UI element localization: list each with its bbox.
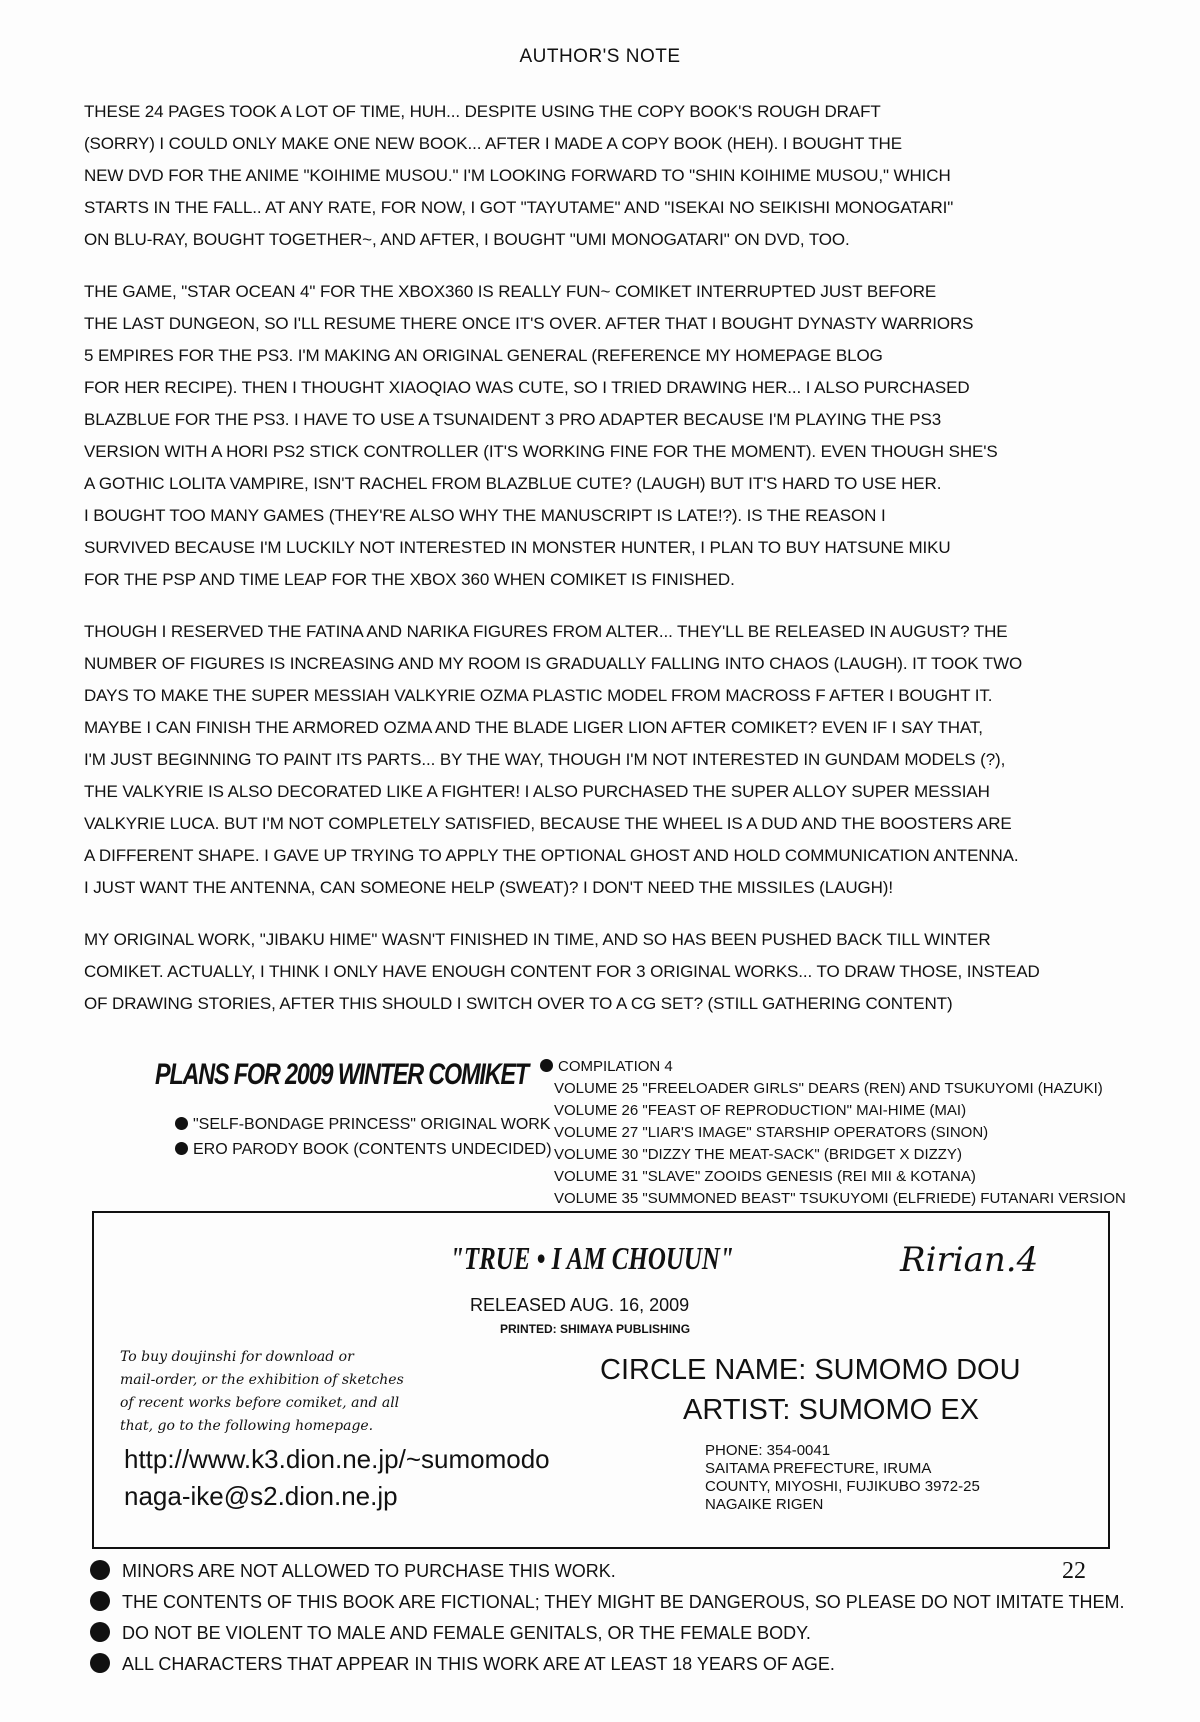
text-line: FOR THE PSP AND TIME LEAP FOR THE XBOX 360 WHEN COMIKET IS FINISHED. <box>84 570 735 589</box>
bullet-icon <box>540 1059 553 1072</box>
address-line: NAGAIKE RIGEN <box>705 1496 824 1513</box>
text-line: MAYBE I CAN FINISH THE ARMORED OZMA AND THE BLADE LIGER LION AFTER COMIKET? EVEN IF I SAY THAT, <box>84 718 983 737</box>
bullet-icon <box>90 1653 110 1673</box>
compilation-list <box>540 1056 1126 1210</box>
text-line: I BOUGHT TOO MANY GAMES (THEY'RE ALSO WHY THE MANUSCRIPT IS LATE!?). IS THE REASON I <box>84 506 886 525</box>
paragraph <box>84 616 1094 904</box>
author-signature: Ririan.4 <box>900 1240 1039 1280</box>
address-line: PHONE: 354-0041 <box>705 1442 831 1459</box>
text-line: A GOTHIC LOLITA VAMPIRE, ISN'T RACHEL FROM BLAZBLUE CUTE? (LAUGH) BUT IT'S HARD TO USE HER. <box>84 474 942 493</box>
note-line: of recent works before comiket, and all <box>120 1395 400 1411</box>
printer: PRINTED: SHIMAYA PUBLISHING <box>500 1322 691 1336</box>
text-line: BLAZBLUE FOR THE PS3. I HAVE TO USE A TSUNAIDENT 3 PRO ADAPTER BECAUSE I'M PLAYING THE PS3 <box>84 410 942 429</box>
text-line: OF DRAWING STORIES, AFTER THIS SHOULD I SWITCH OVER TO A CG SET? (STILL GATHERING CONTENT) <box>84 994 953 1013</box>
homepage-url: http://www.k3.dion.ne.jp/~sumomodo <box>124 1444 550 1474</box>
homepage-note <box>120 1346 480 1438</box>
list-item <box>90 1587 1125 1618</box>
list-item <box>90 1618 1125 1649</box>
warning-text: MINORS ARE NOT ALLOWED TO PURCHASE THIS WORK. <box>122 1561 616 1581</box>
text-line: NEW DVD FOR THE ANIME "KOIHIME MUSOU." I'M LOOKING FORWARD TO "SHIN KOIHIME MUSOU," WHICH <box>84 166 951 185</box>
list-item <box>175 1112 552 1137</box>
page-title: AUTHOR'S NOTE <box>519 46 681 67</box>
text-line: NUMBER OF FIGURES IS INCREASING AND MY ROOM IS GRADUALLY FALLING INTO CHAOS (LAUGH). IT TOOK TWO <box>84 654 1023 673</box>
email-address: naga-ike@s2.dion.ne.jp <box>124 1481 398 1511</box>
list-item <box>175 1137 552 1162</box>
text-line: (SORRY) I COULD ONLY MAKE ONE NEW BOOK... AFTER I MADE A COPY BOOK (HEH). I BOUGHT THE <box>84 134 902 153</box>
artist-name: ARTIST: SUMOMO EX <box>683 1394 979 1426</box>
warnings-list <box>90 1556 1125 1680</box>
plans-list <box>175 1112 552 1162</box>
text-line: I'M JUST BEGINNING TO PAINT ITS PARTS... BY THE WAY, THOUGH I'M NOT INTERESTED IN GUNDAM MODELS (?), <box>84 750 1006 769</box>
list-item: VOLUME 25 "FREELOADER GIRLS" DEARS (REN) AND TSUKUYOMI (HAZUKI) <box>554 1080 1103 1097</box>
text-line: THESE 24 PAGES TOOK A LOT OF TIME, HUH... DESPITE USING THE COPY BOOK'S ROUGH DRAFT <box>84 102 881 121</box>
plan-item: ERO PARODY BOOK (CONTENTS UNDECIDED) <box>193 1141 552 1158</box>
plan-item: "SELF-BONDAGE PRINCESS" ORIGINAL WORK <box>193 1116 551 1133</box>
compilation-heading-text: COMPILATION 4 <box>558 1058 673 1075</box>
plans-heading: PLANS FOR 2009 WINTER COMIKET <box>155 1058 529 1091</box>
paragraph <box>84 276 1094 596</box>
text-line: THE LAST DUNGEON, SO I'LL RESUME THERE ONCE IT'S OVER. AFTER THAT I BOUGHT DYNASTY WARRIORS <box>84 314 974 333</box>
text-line: A DIFFERENT SHAPE. I GAVE UP TRYING TO APPLY THE OPTIONAL GHOST AND HOLD COMMUNICATION ANTENNA. <box>84 846 1019 865</box>
text-line: VERSION WITH A HORI PS2 STICK CONTROLLER (IT'S WORKING FINE FOR THE MOMENT). EVEN THOUGH SHE'S <box>84 442 998 461</box>
bullet-icon <box>175 1117 188 1130</box>
note-line: that, go to the following homepage. <box>120 1418 374 1434</box>
warning-text: THE CONTENTS OF THIS BOOK ARE FICTIONAL; THEY MIGHT BE DANGEROUS, SO PLEASE DO NOT IMITATE THEM. <box>122 1592 1125 1612</box>
text-line: ON BLU-RAY, BOUGHT TOGETHER~, AND AFTER, I BOUGHT "UMI MONOGATARI" ON DVD, TOO. <box>84 230 850 249</box>
text-line: I JUST WANT THE ANTENNA, CAN SOMEONE HELP (SWEAT)? I DON'T NEED THE MISSILES (LAUGH)! <box>84 878 893 897</box>
text-line: SURVIVED BECAUSE I'M LUCKILY NOT INTERESTED IN MONSTER HUNTER, I PLAN TO BUY HATSUNE MIKU <box>84 538 951 557</box>
text-line: THE GAME, "STAR OCEAN 4" FOR THE XBOX360 IS REALLY FUN~ COMIKET INTERRUPTED JUST BEFORE <box>84 282 937 301</box>
bullet-icon <box>90 1622 110 1642</box>
list-item: VOLUME 27 "LIAR'S IMAGE" STARSHIP OPERATORS (SINON) <box>554 1124 989 1141</box>
paragraph <box>84 924 1094 1020</box>
bullet-icon <box>90 1560 110 1580</box>
warning-text: DO NOT BE VIOLENT TO MALE AND FEMALE GENITALS, OR THE FEMALE BODY. <box>122 1623 811 1643</box>
text-line: COMIKET. ACTUALLY, I THINK I ONLY HAVE ENOUGH CONTENT FOR 3 ORIGINAL WORKS... TO DRAW THOSE, INSTEAD <box>84 962 1040 981</box>
book-title: "TRUE • I AM CHOUUN" <box>450 1240 734 1276</box>
paragraph <box>84 96 1094 256</box>
text-line: FOR HER RECIPE). THEN I THOUGHT XIAOQIAO WAS CUTE, SO I TRIED DRAWING HER... I ALSO PURCHASED <box>84 378 970 397</box>
text-line: DAYS TO MAKE THE SUPER MESSIAH VALKYRIE OZMA PLASTIC MODEL FROM MACROSS F AFTER I BOUGHT IT. <box>84 686 993 705</box>
list-item: VOLUME 30 "DIZZY THE MEAT-SACK" (BRIDGET X DIZZY) <box>554 1146 962 1163</box>
text-line: STARTS IN THE FALL.. AT ANY RATE, FOR NOW, I GOT "TAYUTAME" AND "ISEKAI NO SEIKISHI MONOGATARI" <box>84 198 954 217</box>
postal-address <box>705 1442 980 1514</box>
note-line: To buy doujinshi for download or <box>120 1349 354 1365</box>
bullet-icon <box>90 1591 110 1611</box>
text-line: THOUGH I RESERVED THE FATINA AND NARIKA FIGURES FROM ALTER... THEY'LL BE RELEASED IN AUGUST? THE <box>84 622 1008 641</box>
list-item <box>90 1556 1125 1587</box>
circle-name: CIRCLE NAME: SUMOMO DOU <box>600 1354 1021 1386</box>
text-line: VALKYRIE LUCA. BUT I'M NOT COMPLETELY SATISFIED, BECAUSE THE WHEEL IS A DUD AND THE BOOSTERS ARE <box>84 814 1012 833</box>
list-item <box>90 1649 1125 1680</box>
note-line: mail-order, or the exhibition of sketches <box>120 1372 404 1388</box>
text-line: MY ORIGINAL WORK, "JIBAKU HIME" WASN'T FINISHED IN TIME, AND SO HAS BEEN PUSHED BACK TILL WINTER <box>84 930 991 949</box>
address-line: SAITAMA PREFECTURE, IRUMA <box>705 1460 932 1477</box>
address-line: COUNTY, MIYOSHI, FUJIKUBO 3972-25 <box>705 1478 980 1495</box>
release-date: RELEASED AUG. 16, 2009 <box>470 1295 690 1315</box>
author-note-body <box>84 96 1094 1040</box>
list-item: VOLUME 35 "SUMMONED BEAST" TSUKUYOMI (ELFRIEDE) FUTANARI VERSION <box>554 1190 1126 1207</box>
text-line: THE VALKYRIE IS ALSO DECORATED LIKE A FIGHTER! I ALSO PURCHASED THE SUPER ALLOY SUPER MESSIAH <box>84 782 990 801</box>
compilation-heading <box>540 1056 1126 1078</box>
list-item: VOLUME 26 "FEAST OF REPRODUCTION" MAI-HIME (MAI) <box>554 1102 967 1119</box>
page-number: 22 <box>1062 1558 1086 1584</box>
text-line: 5 EMPIRES FOR THE PS3. I'M MAKING AN ORIGINAL GENERAL (REFERENCE MY HOMEPAGE BLOG <box>84 346 883 365</box>
bullet-icon <box>175 1142 188 1155</box>
warning-text: ALL CHARACTERS THAT APPEAR IN THIS WORK ARE AT LEAST 18 YEARS OF AGE. <box>122 1654 835 1674</box>
list-item: VOLUME 31 "SLAVE" ZOOIDS GENESIS (REI MII & KOTANA) <box>554 1168 976 1185</box>
